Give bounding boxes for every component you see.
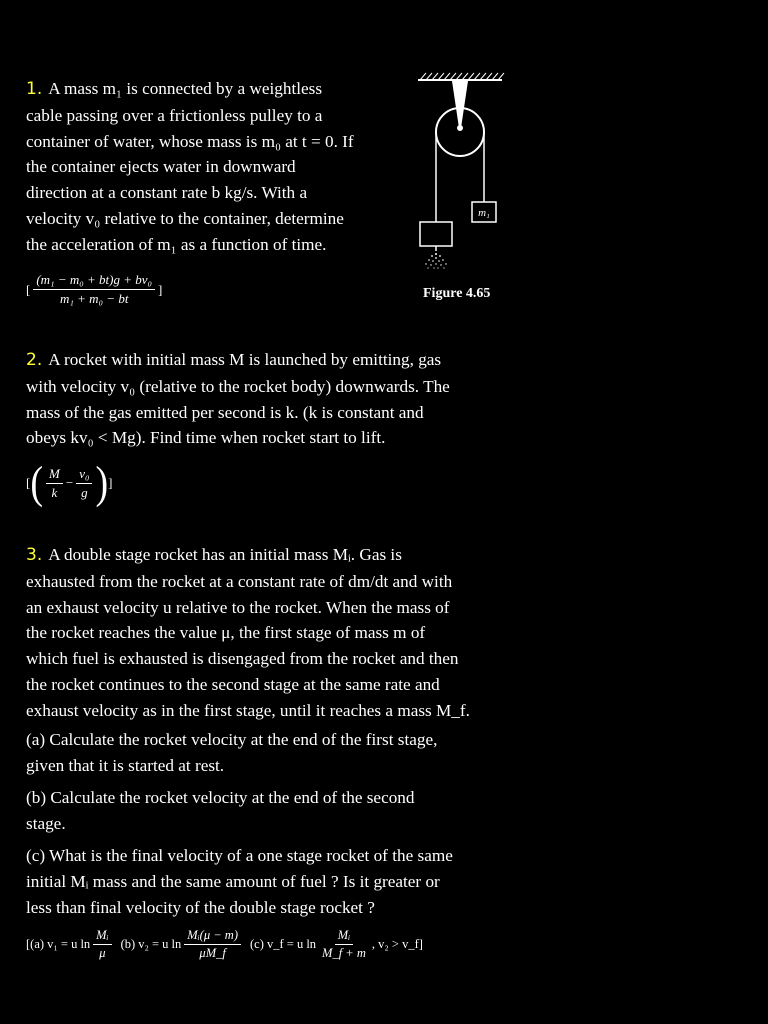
problem-3-line: exhausted from the rocket at a constant rate of dm/dt and with [26, 571, 453, 591]
pulley-axle [457, 125, 463, 131]
answer-fraction [46, 466, 63, 501]
problem-1-text [26, 76, 386, 258]
problem-1-line: cable passing over a frictionless pulley to a [26, 105, 323, 125]
problem-2-line: A rocket with initial mass M is launched by emitting, gas [48, 350, 442, 369]
problem-2-line: with velocity v₀ (relative to the rocket body) downwards. The [26, 376, 450, 396]
problem-3-line: A double stage rocket has an initial mass Mᵢ. Gas is [48, 545, 402, 564]
fraction-numerator: Mᵢ [93, 928, 111, 945]
problem-1-line: velocity v₀ relative to the container, determine [26, 208, 344, 228]
ceiling-hatch [420, 73, 504, 80]
problem-2-line: mass of the gas emitted per second is k. (k is constant and [26, 402, 424, 422]
fraction-denominator: k [51, 484, 58, 500]
left-paren: ( [30, 457, 43, 509]
fraction-numerator: Mᵢ(μ − m) [184, 928, 241, 945]
minus-sign: − [65, 475, 74, 490]
answer-close-bracket: ] [158, 281, 163, 297]
problem-1-line: the container ejects water in downward [26, 157, 296, 177]
problem-3-part-a [26, 727, 516, 779]
mass-m1-label: m₁ [478, 207, 490, 219]
answer-a-fraction [93, 928, 111, 961]
fraction-numerator: v₀ [76, 466, 92, 484]
pulley-figure [410, 70, 510, 285]
water-container [420, 222, 452, 246]
right-paren: ) [95, 457, 109, 509]
fraction-numerator: Mᵢ [335, 928, 353, 945]
problem-2-text [26, 347, 516, 451]
problem-2-number: 2. [26, 350, 43, 370]
water-spray [425, 253, 446, 269]
part-c-line: initial Mᵢ mass and the same amount of fuel ? Is it greater or [26, 871, 440, 891]
problem-1-line: A mass m₁ is connected by a weightless [48, 79, 323, 98]
pulley-diagram [410, 70, 510, 280]
problem-3-line: the rocket continues to the second stage at the same rate and [26, 674, 440, 694]
part-b-line: stage. [26, 813, 66, 833]
answer-suffix: , v₂ > v_f] [371, 937, 423, 951]
fraction-denominator: μ [99, 946, 106, 960]
part-c-line: (c) What is the final velocity of a one stage rocket of the same [26, 846, 453, 865]
problem-1-line: container of water, whose mass is m₀ at t = 0. If [26, 131, 354, 151]
answer-open-bracket: [ [26, 475, 31, 490]
answer-fraction [76, 466, 92, 501]
fraction-denominator: g [81, 484, 88, 500]
fraction-denominator: μM_f [199, 946, 226, 960]
fraction-denominator: M_f + m [322, 946, 366, 960]
problem-1-answer [26, 272, 162, 307]
answer-a-prefix: [(a) v₁ = u ln [26, 937, 91, 951]
problem-3-text [26, 542, 516, 724]
problem-2-line: obeys kv₀ < Mg). Find time when rocket start to lift. [26, 428, 386, 448]
part-a-line: (a) Calculate the rocket velocity at the end of the first stage, [26, 730, 438, 749]
problem-1-number: 1. [26, 79, 43, 99]
problem-2-answer [26, 457, 113, 509]
problem-3-part-b [26, 785, 516, 837]
problem-3-line: the rocket reaches the value μ, the first stage of mass m of [26, 623, 426, 643]
part-c-line: less than final velocity of the double stage rocket ? [26, 897, 375, 917]
fraction-numerator: (m₁ − m₀ + bt)g + bv₀ [33, 272, 155, 290]
problem-3-answer [26, 928, 423, 961]
answer-fraction [33, 272, 155, 307]
problem-3-line: exhaust velocity as in the first stage, until it reaches a mass M_f. [26, 700, 470, 720]
figure-caption: Figure 4.65 [423, 286, 491, 301]
part-b-line: (b) Calculate the rocket velocity at the end of the second [26, 788, 415, 807]
answer-b-prefix: (b) v₂ = u ln [120, 937, 182, 951]
answer-close-bracket: ] [108, 475, 113, 490]
problem-3-line: an exhaust velocity u relative to the rocket. When the mass of [26, 597, 450, 617]
problem-1-line: the acceleration of m₁ as a function of time. [26, 234, 327, 254]
problem-3-number: 3. [26, 545, 43, 565]
answer-b-fraction [184, 928, 241, 961]
answer-c-prefix: (c) v_f = u ln [249, 937, 317, 951]
part-a-line: given that it is started at rest. [26, 755, 225, 775]
fraction-denominator: m₁ + m₀ − bt [59, 291, 129, 306]
problem-3-part-c [26, 843, 516, 920]
answer-open-bracket: [ [26, 281, 31, 297]
problem-1-line: direction at a constant rate b kg/s. With a [26, 183, 308, 203]
problem-3-line: which fuel is exhausted is disengaged from the rocket and then [26, 649, 459, 669]
fraction-numerator: M [46, 466, 63, 484]
pulley-support [452, 81, 468, 128]
answer-c-fraction [319, 928, 369, 961]
